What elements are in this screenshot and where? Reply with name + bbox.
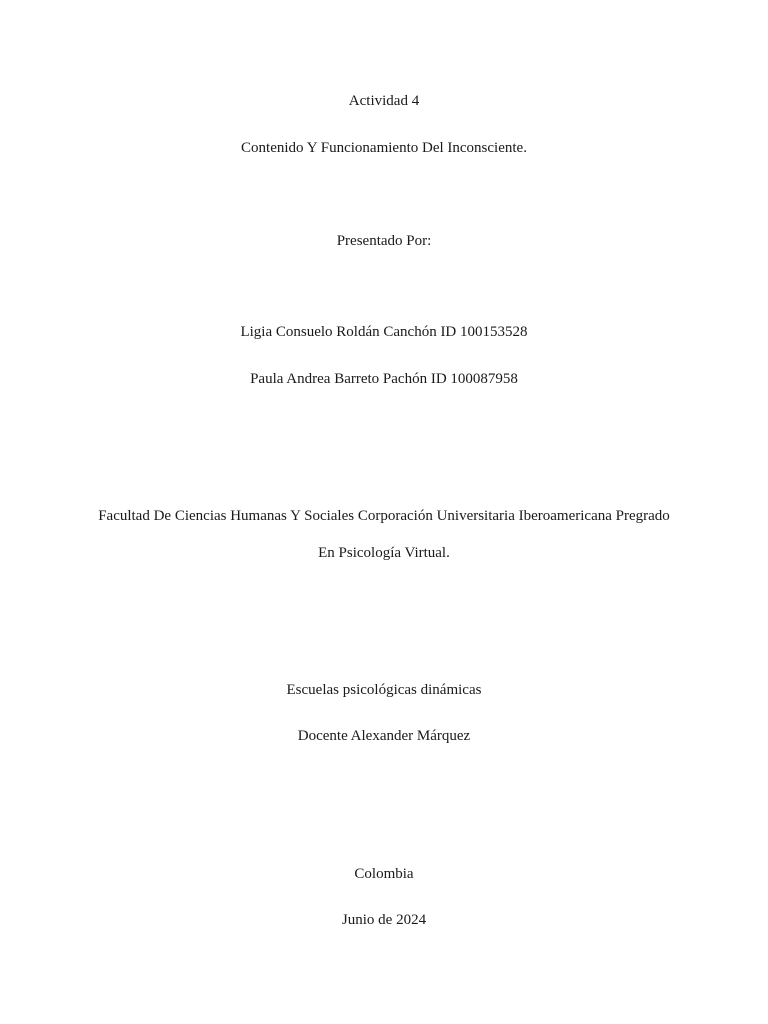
activity-label: Actividad 4 bbox=[348, 93, 420, 109]
document-title: Contenido Y Funcionamiento Del Inconsciente. bbox=[241, 140, 527, 156]
presented-by-label: Presentado Por: bbox=[336, 233, 432, 249]
author-2: Paula Andrea Barreto Pachón ID 100087958 bbox=[250, 371, 518, 387]
institution-line-2: En Psicología Virtual. bbox=[318, 545, 450, 561]
author-1: Ligia Consuelo Roldán Canchón ID 100153528 bbox=[240, 324, 528, 340]
institution-line-1: Facultad De Ciencias Humanas Y Sociales Corporación Universitaria Iberoamericana Pregrado bbox=[98, 508, 670, 524]
country: Colombia bbox=[354, 866, 414, 882]
course-name: Escuelas psicológicas dinámicas bbox=[286, 682, 482, 698]
date: Junio de 2024 bbox=[341, 912, 427, 928]
teacher-name: Docente Alexander Márquez bbox=[297, 728, 471, 744]
